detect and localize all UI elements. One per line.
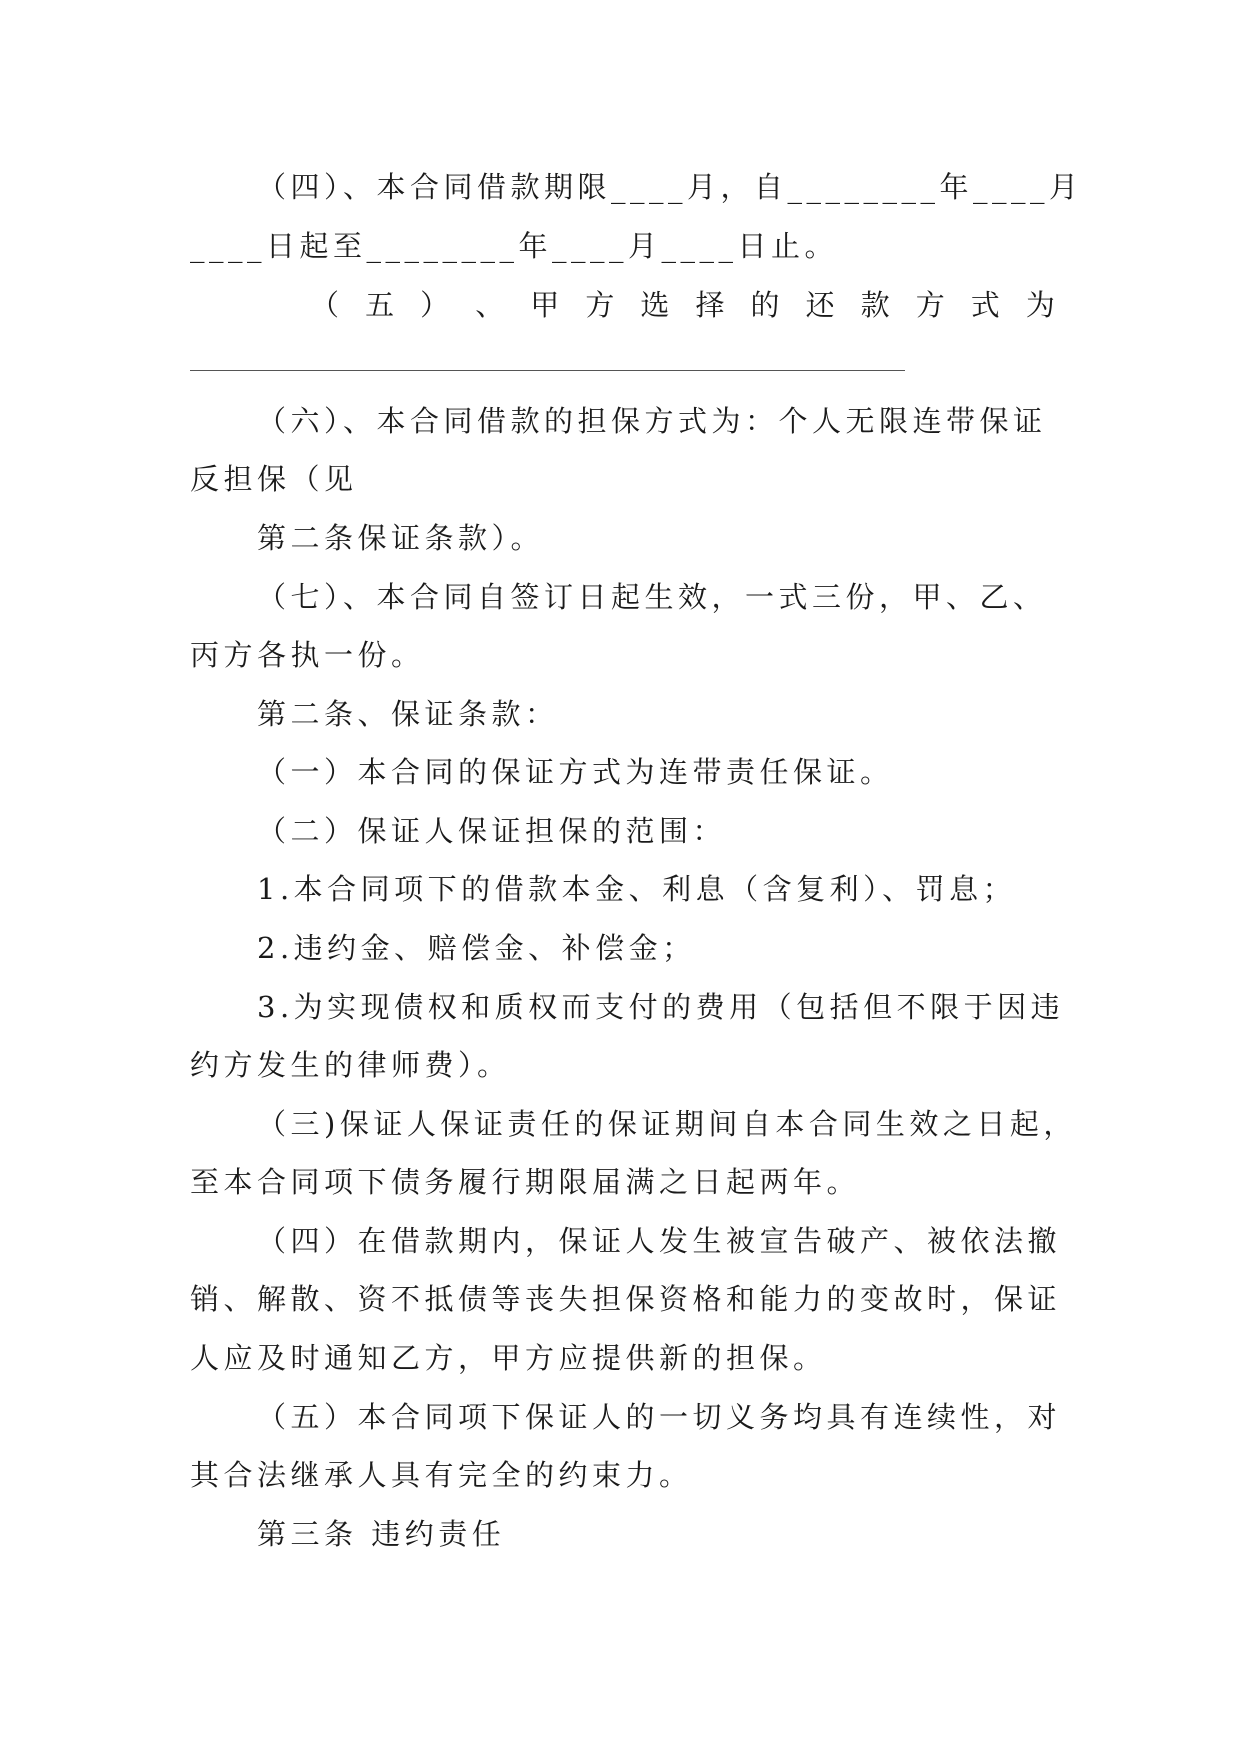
article-2-item-2: （二）保证人保证担保的范围： xyxy=(257,814,727,848)
clause-5-char: 还 xyxy=(805,288,835,322)
clause-5-char: ） xyxy=(420,288,450,322)
article-2-item-4-cont-1: 销、解散、资不抵债等丧失担保资格和能力的变故时，保证 xyxy=(190,1282,1062,1316)
clause-6-guarantee-method-cont: 反担保（见 xyxy=(190,462,358,496)
clause-5-char: 方 xyxy=(585,288,615,322)
scope-item-3-cont: 约方发生的律师费）。 xyxy=(190,1048,511,1082)
article-2-heading: 第二条、保证条款： xyxy=(257,697,559,731)
clause-5-repayment-method xyxy=(310,285,1055,325)
clause-7-effective-cont: 丙方各执一份。 xyxy=(190,638,425,672)
clause-6-reference: 第二条保证条款）。 xyxy=(257,521,545,555)
article-2-item-3: （三)保证人保证责任的保证期间自本合同生效之日起， xyxy=(257,1107,1077,1141)
clause-5-char: 的 xyxy=(750,288,780,322)
article-2-item-3-cont: 至本合同项下债务履行期限届满之日起两年。 xyxy=(190,1165,861,1199)
clause-5-char: 式 xyxy=(970,288,1000,322)
clause-5-char: （ xyxy=(310,288,340,322)
clause-5-char: 、 xyxy=(475,288,505,322)
scope-item-1: 1.本合同项下的借款本金、利息（含复利）、罚息； xyxy=(257,872,1017,906)
article-2-item-1: （一）本合同的保证方式为连带责任保证。 xyxy=(257,755,894,789)
clause-5-char: 为 xyxy=(1025,288,1055,322)
article-2-item-4: （四）在借款期内，保证人发生被宣告破产、被依法撤 xyxy=(257,1224,1062,1258)
scope-item-2: 2.违约金、赔偿金、补偿金； xyxy=(257,931,696,965)
clause-4-loan-term-cont: ____日起至________年____月____日止。 xyxy=(190,229,839,263)
clause-5-char: 五 xyxy=(365,288,395,322)
clause-6-guarantee-method: （六）、本合同借款的担保方式为：个人无限连带保证 xyxy=(257,404,1047,438)
clause-4-loan-term: （四）、本合同借款期限____月，自________年____月 xyxy=(257,170,1083,204)
clause-5-char: 选 xyxy=(640,288,670,322)
article-3-heading: 第三条 违约责任 xyxy=(257,1517,506,1551)
clause-5-char: 择 xyxy=(695,288,725,322)
clause-7-effective: （七）、本合同自签订日起生效，一式三份，甲、乙、 xyxy=(257,580,1047,614)
fill-in-blank-line xyxy=(190,370,905,371)
article-2-item-5-cont: 其合法继承人具有完全的约束力。 xyxy=(190,1458,693,1492)
clause-5-char: 款 xyxy=(860,288,890,322)
scope-item-3: 3.为实现债权和质权而支付的费用（包括但不限于因违 xyxy=(257,990,1065,1024)
clause-5-char: 方 xyxy=(915,288,945,322)
article-2-item-5: （五）本合同项下保证人的一切义务均具有连续性，对 xyxy=(257,1400,1062,1434)
article-2-item-4-cont-2: 人应及时通知乙方，甲方应提供新的担保。 xyxy=(190,1341,827,1375)
clause-5-char: 甲 xyxy=(530,288,560,322)
